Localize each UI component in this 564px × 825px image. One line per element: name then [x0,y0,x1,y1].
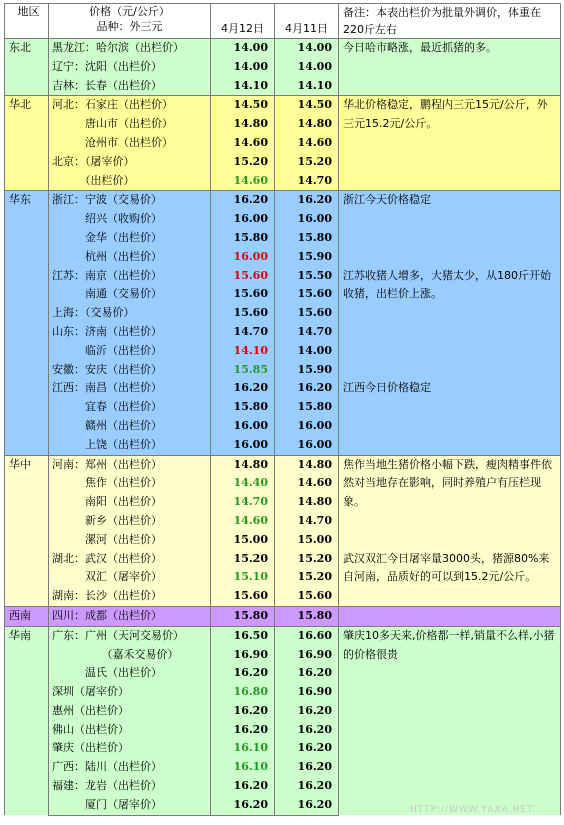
location-cell: 广东：广州（天河交易价） [49,626,211,645]
location-cell: 佛山（出栏价） [49,721,211,740]
location-cell: 辽宁：沈阳（出栏价） [49,58,211,77]
price-today: 16.20 [211,796,275,815]
header-date-1: 4月12日 [211,4,275,39]
price-today: 15.00 [211,531,275,550]
price-yesterday: 15.60 [275,304,339,323]
pig-price-table [4,3,561,816]
region-name: 东北 [5,39,49,96]
region-name: 华北 [5,96,49,191]
header-note: 备注：本表出栏价为批量外调价，体重在220斤左右 [339,4,561,39]
location-cell: 金华（出栏价） [49,229,211,248]
region-note: 武汉双汇今日屠宰量3000头，猪源80%来自河南，品质好的可以到15.2元/公斤。 [339,550,561,607]
price-today: 15.85 [211,361,275,380]
region-note: 华北价格稳定，鹏程内三元15元/公斤，外三元15.2元/公斤。 [339,96,561,191]
price-yesterday: 16.20 [275,191,339,210]
price-yesterday: 16.20 [275,702,339,721]
price-yesterday: 16.20 [275,796,339,815]
region-note: 江西今日价格稳定 [339,379,561,455]
price-yesterday: 14.80 [275,455,339,474]
price-today: 14.40 [211,474,275,493]
table-row [5,626,561,645]
location-cell: 江西：南昌（出栏价） [49,379,211,398]
location-cell: 上饶（出栏价） [49,436,211,455]
table-row [5,606,561,626]
price-today: 15.60 [211,304,275,323]
location-cell: 宜春（出栏价） [49,398,211,417]
price-today: 14.00 [211,39,275,58]
price-yesterday: 15.90 [275,248,339,267]
price-today: 16.00 [211,248,275,267]
price-yesterday: 16.20 [275,739,339,758]
table-row [5,267,561,286]
price-today: 14.60 [211,134,275,153]
location-cell: 四川：成都（出栏价） [49,606,211,626]
price-today: 14.50 [211,96,275,115]
price-yesterday: 16.90 [275,683,339,702]
region-name: 西南 [5,606,49,626]
header-region: 地区 [5,4,49,39]
header-date-2: 4月11日 [275,4,339,39]
price-today: 16.20 [211,379,275,398]
location-cell: 湖南：长沙（出栏价） [49,587,211,606]
price-yesterday: 14.70 [275,323,339,342]
location-cell: 河南：郑州（出栏价） [49,455,211,474]
location-cell: 唐山市（出栏价） [49,115,211,134]
price-yesterday: 16.20 [275,379,339,398]
price-yesterday: 14.00 [275,58,339,77]
location-cell: 福建：龙岩（出栏价） [49,777,211,796]
price-today: 16.20 [211,191,275,210]
price-yesterday: 16.00 [275,436,339,455]
region-name: 华中 [5,455,49,606]
price-today: 15.60 [211,267,275,286]
price-yesterday: 15.00 [275,531,339,550]
price-yesterday: 15.20 [275,550,339,569]
price-today: 16.20 [211,702,275,721]
table-row [5,455,561,474]
location-cell: 新乡（出栏价） [49,512,211,531]
location-cell: 惠州（出栏价） [49,702,211,721]
price-yesterday: 15.60 [275,285,339,304]
location-cell: （出栏价） [49,172,211,191]
location-cell: 山东：济南（出栏价） [49,323,211,342]
table-row [5,550,561,569]
price-yesterday: 14.50 [275,96,339,115]
table-header [5,4,561,39]
header-price-title: 价格（元/公斤） [89,5,170,18]
price-yesterday: 14.70 [275,172,339,191]
location-cell: 广西：陆川（出栏价） [49,758,211,777]
price-today: 15.80 [211,398,275,417]
price-yesterday: 14.80 [275,115,339,134]
price-today: 16.10 [211,758,275,777]
location-cell: 绍兴（收购价） [49,210,211,229]
price-yesterday: 15.20 [275,153,339,172]
table-row [5,379,561,398]
location-cell: 吉林：长春（出栏价） [49,77,211,96]
region-note: 焦作当地生猪价格小幅下跌，瘦肉精事件依然对当地存在影响，同时养殖户有压栏现象。 [339,455,561,549]
location-cell: 深圳（屠宰价） [49,683,211,702]
price-today: 14.60 [211,512,275,531]
location-cell: 临沂（出栏价） [49,342,211,361]
price-today: 16.20 [211,664,275,683]
header-price-breed [49,4,211,39]
price-yesterday: 14.10 [275,77,339,96]
location-cell: 湖北：武汉（出栏价） [49,550,211,569]
location-cell: 沧州市（出栏价） [49,134,211,153]
price-yesterday: 15.90 [275,361,339,380]
price-today: 16.90 [211,646,275,665]
table-row [5,96,561,115]
location-cell: 漯河（出栏价） [49,531,211,550]
price-today: 14.10 [211,342,275,361]
location-cell: 南通（交易价） [49,285,211,304]
location-cell: 南阳（出栏价） [49,493,211,512]
price-today: 15.20 [211,153,275,172]
price-today: 16.10 [211,739,275,758]
price-yesterday: 16.20 [275,777,339,796]
price-today: 14.60 [211,172,275,191]
location-cell: 黑龙江：哈尔滨（出栏价） [49,39,211,58]
price-yesterday: 15.50 [275,267,339,286]
region-name: 华东 [5,191,49,455]
price-yesterday: 15.80 [275,229,339,248]
price-today: 16.00 [211,210,275,229]
price-today: 15.20 [211,550,275,569]
watermark: HTTP://WWW.YAXA.NET [410,805,534,815]
price-yesterday: 15.20 [275,568,339,587]
price-yesterday: 16.00 [275,210,339,229]
price-today: 16.20 [211,721,275,740]
price-today: 16.00 [211,436,275,455]
location-cell: 北京：（屠宰价） [49,153,211,172]
price-today: 16.00 [211,417,275,436]
price-yesterday: 14.60 [275,474,339,493]
price-today: 15.80 [211,606,275,626]
region-note: 今日哈市略涨，最近抓猪的多。 [339,39,561,96]
price-today: 14.10 [211,77,275,96]
price-yesterday: 14.70 [275,512,339,531]
location-cell: 上海：（交易价） [49,304,211,323]
location-cell: 安徽：安庆（出栏价） [49,361,211,380]
price-today: 15.10 [211,568,275,587]
table-row [5,39,561,58]
price-today: 15.80 [211,229,275,248]
region-note: 江苏收猪人增多，大猪太少，从180斤开始收猪，出栏价上涨。 [339,267,561,380]
price-yesterday: 16.20 [275,664,339,683]
price-yesterday: 14.00 [275,342,339,361]
price-yesterday: 15.60 [275,587,339,606]
price-today: 14.70 [211,323,275,342]
region-note [339,606,561,626]
price-today: 14.70 [211,493,275,512]
location-cell: 赣州（出栏价） [49,417,211,436]
region-name: 华南 [5,626,49,815]
price-today: 14.00 [211,58,275,77]
price-yesterday: 14.60 [275,134,339,153]
location-cell: 温氏（出栏价） [49,664,211,683]
price-yesterday: 16.20 [275,721,339,740]
price-yesterday: 14.80 [275,493,339,512]
price-today: 15.60 [211,587,275,606]
price-yesterday: 16.00 [275,417,339,436]
price-today: 15.60 [211,285,275,304]
price-yesterday: 16.20 [275,758,339,777]
location-cell: 厦门（屠宰价） [49,796,211,815]
price-yesterday: 15.80 [275,606,339,626]
location-cell: 杭州（出栏价） [49,248,211,267]
location-cell: 浙江：宁波（交易价） [49,191,211,210]
price-today: 16.20 [211,777,275,796]
region-note: 肇庆10多天来,价格都一样,销量不么样,小猪的价格很贵 [339,626,561,815]
location-cell: 河北：石家庄（出栏价） [49,96,211,115]
price-today: 14.80 [211,115,275,134]
price-today: 16.80 [211,683,275,702]
location-cell: （嘉禾交易价） [49,646,211,665]
location-cell: 江苏：南京（出栏价） [49,267,211,286]
price-today: 16.50 [211,626,275,645]
region-note: 浙江今天价格稳定 [339,191,561,267]
location-cell: 焦作（出栏价） [49,474,211,493]
table-row [5,191,561,210]
price-yesterday: 16.60 [275,626,339,645]
location-cell: 双汇（屠宰价） [49,568,211,587]
header-breed: 品种：外三元 [96,20,163,33]
price-yesterday: 14.00 [275,39,339,58]
location-cell: 肇庆（出栏价） [49,739,211,758]
price-yesterday: 15.80 [275,398,339,417]
price-today: 14.80 [211,455,275,474]
price-yesterday: 16.90 [275,646,339,665]
